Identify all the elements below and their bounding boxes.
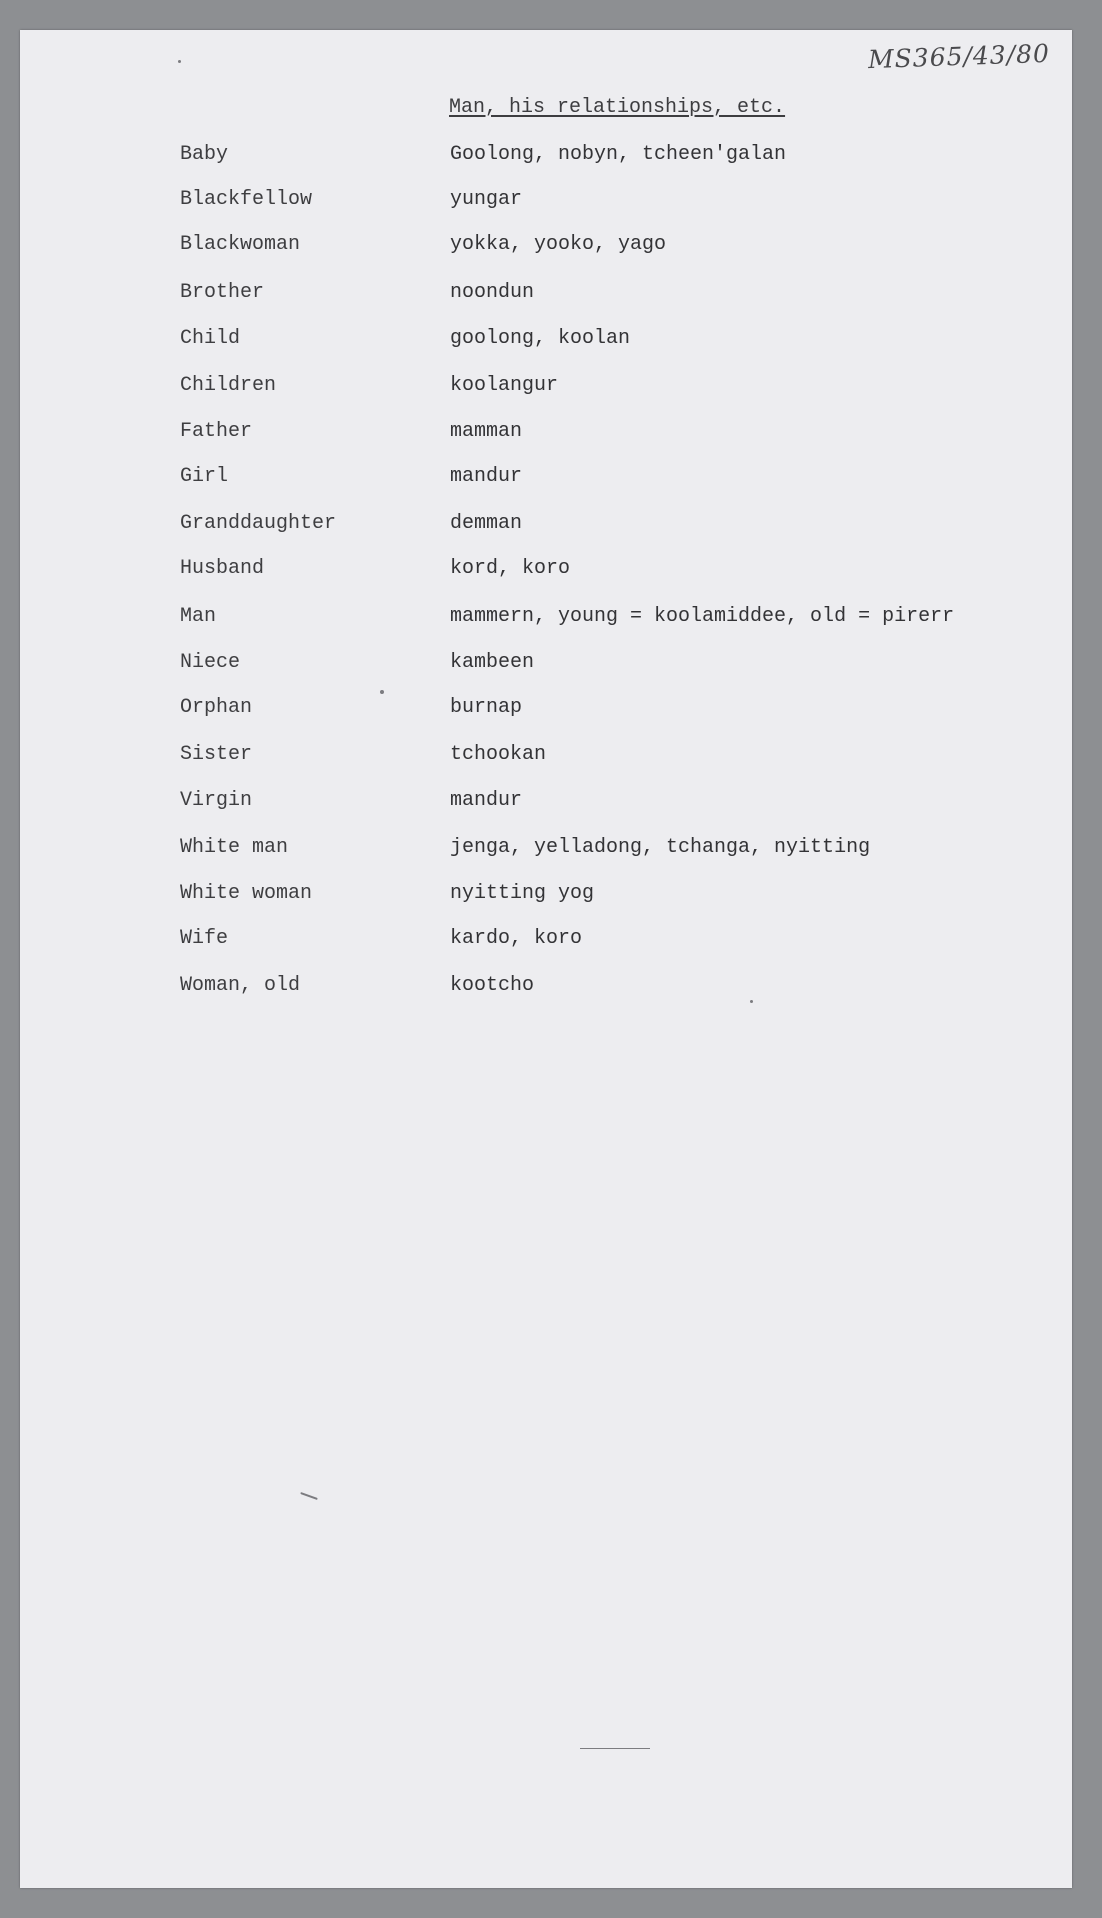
entry-gloss: kardo, koro [450, 927, 583, 950]
archive-reference: MS365/43/80 [867, 38, 1051, 75]
entry-term: Child [180, 327, 241, 350]
entry-term: Brother [180, 281, 265, 304]
entry-term: Man [180, 605, 217, 628]
entry-term: Blackwoman [180, 233, 301, 256]
entry-gloss: demman [450, 512, 523, 535]
entry-gloss: nyitting yog [450, 882, 595, 905]
entry-gloss: kootcho [450, 974, 535, 997]
paper-mark [580, 1748, 650, 1749]
entry-term: Niece [180, 651, 241, 674]
document-page [20, 30, 1072, 1888]
entry-gloss: mamman [450, 420, 523, 443]
entry-gloss: goolong, koolan [450, 327, 631, 350]
entry-term: Baby [180, 143, 229, 166]
entry-term: Orphan [180, 696, 253, 719]
entry-gloss: burnap [450, 696, 523, 719]
paper-speck [750, 1000, 753, 1003]
entry-term: Granddaughter [180, 512, 337, 535]
entry-gloss: jenga, yelladong, tchanga, nyitting [450, 836, 871, 859]
entry-gloss: koolangur [450, 374, 559, 397]
entry-term: Wife [180, 927, 229, 950]
entry-gloss: kambeen [450, 651, 535, 674]
entry-term: Girl [180, 465, 229, 488]
entry-term: Virgin [180, 789, 253, 812]
entry-gloss: kord, koro [450, 557, 571, 580]
entry-gloss: mammern, young = koolamiddee, old = pirerr [450, 605, 955, 628]
entry-term: Father [180, 420, 253, 443]
entry-term: Husband [180, 557, 265, 580]
entry-gloss: mandur [450, 465, 523, 488]
entry-gloss: yokka, yooko, yago [450, 233, 667, 256]
entry-term: Blackfellow [180, 188, 313, 211]
paper-speck [178, 60, 181, 63]
entry-gloss: yungar [450, 188, 523, 211]
entry-term: White man [180, 836, 289, 859]
entry-gloss: noondun [450, 281, 535, 304]
page-heading: Man, his relationships, etc. [449, 96, 786, 119]
entry-gloss: tchookan [450, 743, 547, 766]
entry-term: Woman, old [180, 974, 301, 997]
entry-gloss: mandur [450, 789, 523, 812]
entry-gloss: Goolong, nobyn, tcheen'galan [450, 143, 787, 166]
entry-term: White woman [180, 882, 313, 905]
entry-term: Sister [180, 743, 253, 766]
paper-speck [380, 690, 384, 694]
entry-term: Children [180, 374, 277, 397]
